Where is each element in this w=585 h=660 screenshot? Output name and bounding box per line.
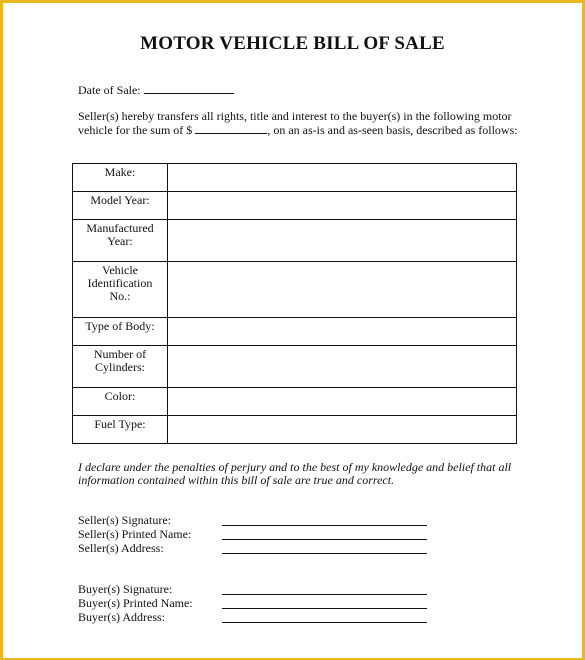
- buyer-printed-name-label: Buyer(s) Printed Name:: [78, 596, 193, 610]
- sale-amount-blank: [195, 133, 267, 134]
- seller-address-line: [222, 553, 427, 554]
- field-value-cylinders: [168, 346, 517, 388]
- field-label-model-year: Model Year:: [73, 192, 168, 220]
- field-label-manufactured-year: [73, 220, 168, 262]
- seller-printed-name-line: [222, 539, 427, 540]
- transfer-text-part2: , on an as-is and as-seen basis, described as follows:: [267, 123, 518, 137]
- seller-signature-line: [222, 525, 427, 526]
- transfer-text-part1: Seller(s) hereby transfers all rights, title and interest to the buyer(s) in the following motor vehicle for the sum of $: [78, 109, 512, 137]
- seller-signature-label: Seller(s) Signature:: [78, 513, 171, 527]
- transfer-paragraph: [78, 109, 528, 137]
- date-of-sale-label: Date of Sale:: [78, 83, 141, 97]
- field-value-make: [168, 164, 517, 192]
- seller-printed-name-label: Seller(s) Printed Name:: [78, 527, 192, 541]
- field-value-type-of-body: [168, 318, 517, 346]
- table-row: [73, 220, 517, 262]
- field-label-text: Number of Cylinders:: [93, 347, 147, 374]
- field-label-make: Make:: [73, 164, 168, 192]
- buyer-address-line: [222, 622, 427, 623]
- perjury-declaration: I declare under the penalties of perjury and to the best of my knowledge and belief that all information contained within this bill of sale are true and correct.: [78, 460, 512, 487]
- buyer-signature-label: Buyer(s) Signature:: [78, 582, 173, 596]
- date-of-sale-row: [78, 83, 234, 97]
- document-page: [3, 3, 582, 658]
- field-value-color: [168, 388, 517, 416]
- field-label-text: Manufactured Year:: [86, 221, 154, 248]
- field-value-model-year: [168, 192, 517, 220]
- field-label-fuel-type: Fuel Type:: [73, 416, 168, 444]
- field-label-color: Color:: [73, 388, 168, 416]
- buyer-address-label: Buyer(s) Address:: [78, 610, 165, 624]
- table-row: [73, 388, 517, 416]
- table-row: [73, 318, 517, 346]
- table-row: [73, 416, 517, 444]
- table-row: [73, 164, 517, 192]
- date-of-sale-blank: [144, 93, 234, 94]
- field-label-type-of-body: Type of Body:: [73, 318, 168, 346]
- field-label-vin: [73, 262, 168, 318]
- buyer-printed-name-line: [222, 608, 427, 609]
- seller-address-label: Seller(s) Address:: [78, 541, 164, 555]
- field-label-text: Vehicle Identification No.:: [87, 263, 153, 303]
- vehicle-details-table: [72, 163, 517, 444]
- table-row: [73, 346, 517, 388]
- field-label-cylinders: [73, 346, 168, 388]
- table-row: [73, 192, 517, 220]
- field-value-vin: [168, 262, 517, 318]
- buyer-signature-line: [222, 594, 427, 595]
- document-title: MOTOR VEHICLE BILL OF SALE: [140, 33, 445, 54]
- field-value-fuel-type: [168, 416, 517, 444]
- field-value-manufactured-year: [168, 220, 517, 262]
- table-row: [73, 262, 517, 318]
